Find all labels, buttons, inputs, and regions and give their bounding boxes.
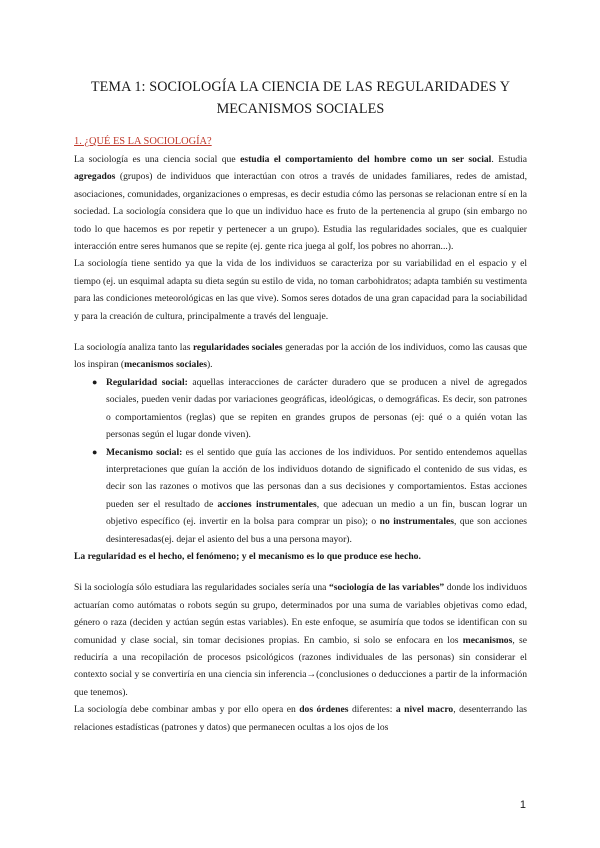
document-title — [74, 76, 527, 120]
text-run: ). — [206, 359, 213, 371]
text-run: . Estudia — [491, 154, 528, 165]
bold-text: a nivel macro — [395, 704, 454, 716]
paragraph-orders — [74, 701, 527, 736]
bold-statement — [74, 548, 527, 565]
bold-text: no instrumentales — [379, 516, 454, 528]
bold-text: Mecanismo social: — [106, 446, 183, 458]
definitions-list — [74, 374, 527, 548]
list-item — [92, 374, 527, 444]
title-line-2: MECANISMOS SOCIALES — [216, 101, 385, 117]
text-run: , se reduciría a una recopilación de procesos psicológicos (razones individuales de las personas) sin considerar el contexto social y se convertiría en una ciencia sin inferencia→(conclusiones o deducciones a partir de la información que tenemos). — [74, 634, 528, 698]
paragraph-analysis — [74, 339, 527, 374]
text-run: (grupos) de individuos que interactúan con otros a través de unidades familiares, redes de amistad, asociaciones, comunidades, organizaciones o empresas, es decir estudia cómo las personas se relacionan entre sí en la sociedad. La sociología considera que lo que un individuo hace es fruto de la pertenencia al grupo (sin embargo no todo lo que hacemos es por repetir y pertenecer a un grupo). Estudia las regularidades sociales, que es cualquier interacción entre seres humanos que se repite (ej. gente rica juega al golf, los pobres no ahorran...). — [74, 171, 527, 253]
text-run: es el sentido que guía las acciones de los individuos. Por sentido entendemos aquellas interpretaciones que guían la acción de los individuos dotando de significado el contenido de sus vidas, es decir son las razones o motivos que las personas dan a sus decisiones y comportamientos. Estas acciones pueden ser el resultado de — [106, 446, 527, 510]
paragraph-variability: La sociología tiene sentido ya que la vida de los individuos se caracteriza por su variabilidad en el espacio y el tiempo (ej. un esquimal adapta su dieta según su estilo de vida, no toman carbohidratos; adapta también su vestimenta para las condiciones meteorológicas en las que vive). Somos seres dotados de una gran capacidad para la sociabilidad y para la creación de cultura, principalmente a través del lenguaje. — [74, 258, 527, 322]
bullet-icon: ● — [92, 446, 98, 457]
spacer — [74, 565, 527, 579]
bold-text: regularidades sociales — [192, 342, 283, 354]
bold-text: mecanismos sociales — [124, 359, 207, 371]
text-run: , que son acciones desinteresadas(ej. dejar el asiento del bus a una persona mayor). — [106, 516, 527, 545]
text-run: aquellas interacciones de carácter duradero que se producen a nivel de agregados sociales, pueden venir dadas por variaciones geográficas, ideológicas, o demográficas. Es decir, son patrones o comportamientos (reglas) que se repiten en grandes grupos de personas (ej: qué o a quién votan las personas según el lugar donde viven). — [106, 376, 527, 441]
bullet-icon: ● — [92, 376, 98, 387]
text-run: La sociología analiza tanto las — [74, 342, 193, 354]
bold-text: La regularidad es el hecho, el fenómeno; y el mecanismo es lo que produce ese hecho. — [74, 550, 421, 562]
bold-text: agregados — [74, 171, 116, 183]
title-line-1: TEMA 1: SOCIOLOGÍA LA CIENCIA DE LAS REGULARIDADES Y — [90, 79, 511, 95]
bold-text: estudia el comportamiento del hombre como un ser social — [240, 154, 492, 165]
text-run: generadas por la acción de los individuos, como las causas que los inspiran ( — [74, 342, 527, 371]
section-heading: 1. ¿QUÉ ES LA SOCIOLOGÍA? — [74, 136, 212, 147]
text-run: La sociología debe combinar ambas y por ello opera en — [74, 704, 300, 716]
bold-text: acciones instrumentales — [217, 498, 317, 510]
text-run: Si la sociología sólo estudiara las regularidades sociales sería una — [74, 582, 329, 594]
paragraph-variables — [74, 579, 527, 701]
text-run: , desenterrando las relaciones estadísticas (patrones y datos) que permanecen ocultas a los ojos de los — [74, 704, 527, 733]
bold-text: dos órdenes — [299, 704, 349, 716]
paragraph-definition — [74, 151, 527, 255]
bold-text: Regularidad social: — [106, 376, 188, 388]
text-run: donde los individuos actuarían como autómatas o robots según su grupo, determinados por una suma de variables objetivas como edad, género o raza (deciden y actúan según estas variables). En este enfoque, se asumiría que todos se identifican con su comunidad y clase social, sin tomar decisiones propias. En cambio, si solo se enfocara en los — [74, 582, 527, 646]
page-number: 1 — [519, 799, 526, 811]
spacer — [74, 325, 527, 339]
text-run: La sociología es una ciencia social que — [74, 154, 241, 165]
text-run: diferentes: — [348, 704, 396, 716]
text-run: , que adecuan un medio a un fin, buscan lograr un objetivo específico (ej. invertir en la bolsa para comprar un piso); o — [106, 498, 528, 528]
list-item — [92, 444, 527, 548]
bold-text: mecanismos — [462, 634, 513, 646]
bold-text: “sociología de las variables” — [328, 582, 445, 594]
document-page — [74, 76, 527, 736]
